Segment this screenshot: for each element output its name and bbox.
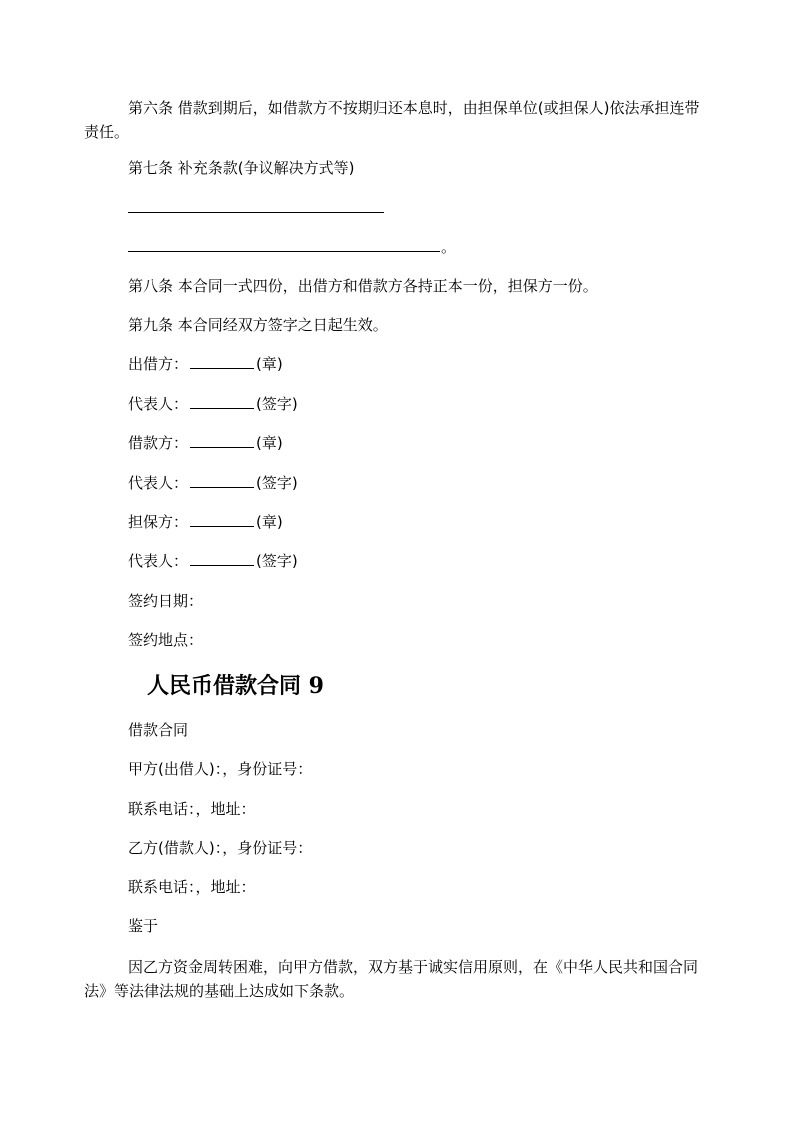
signature-suffix: (章) [256,355,283,373]
supplement-blank-end-mark: 。 [441,238,457,256]
signature-line [128,393,298,415]
signature-suffix: (章) [256,434,283,452]
signature-line [128,353,283,375]
signature-line [128,511,283,533]
signature-blank [190,393,254,409]
party-b-contact: 联系电话：，地址： [128,878,256,896]
signature-label: 出借方： [128,355,189,373]
signature-blank [190,472,254,488]
signature-blank [190,550,254,566]
signing-place: 签约地点： [128,631,204,649]
preamble: 因乙方资金周转困难，向甲方借款，双方基于诚实信用原则，在《中华人民共和国合同法》等法律法规的基础上达成如下条款。 [84,958,699,1000]
signature-suffix: (签字) [256,552,298,570]
party-b: 乙方(借款人)：，身份证号： [128,839,313,857]
whereas: 鉴于 [128,917,159,935]
signature-line [128,550,298,572]
signature-blank [190,432,254,448]
signature-line [128,432,283,454]
signature-label: 代表人： [128,552,189,570]
signature-line [128,472,298,494]
section-title: 人民币借款合同 9 [147,673,324,699]
supplement-blank-line-2 [128,250,440,252]
signature-suffix: (签字) [256,474,298,492]
article-8: 第八条 本合同一式四份，出借方和借款方各持正本一份，担保方一份。 [128,277,598,295]
signature-blank [190,511,254,527]
supplement-blank-line-1 [128,211,384,213]
contract-subtitle: 借款合同 [128,721,189,739]
signature-suffix: (签字) [256,395,298,413]
party-a-contact: 联系电话：，地址： [128,800,256,818]
signature-blank [190,353,254,369]
signature-suffix: (章) [256,513,283,531]
article-9: 第九条 本合同经双方签字之日起生效。 [128,316,388,334]
party-a: 甲方(出借人)：，身份证号： [128,760,313,778]
article-7: 第七条 补充条款(争议解决方式等) [128,159,355,177]
signature-label: 代表人： [128,474,189,492]
signature-label: 代表人： [128,395,189,413]
signing-date: 签约日期： [128,592,204,610]
article-6: 第六条 借款到期后，如借款方不按期归还本息时，由担保单位(或担保人)依法承担连带责任。 [84,99,700,141]
signature-label: 借款方： [128,434,189,452]
signature-label: 担保方： [128,513,189,531]
